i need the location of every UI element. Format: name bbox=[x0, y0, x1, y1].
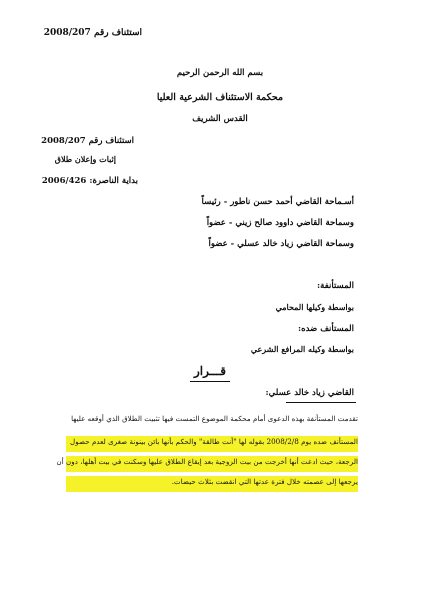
court-city: القدس الشريف bbox=[192, 114, 248, 124]
court-name: محكمة الاستئناف الشرعية العليا bbox=[156, 92, 284, 103]
case-appeal-line: استئناف رقم 2008/207 bbox=[41, 136, 134, 146]
basmala: بسم الله الرحمن الرحيم bbox=[176, 68, 264, 78]
judge-heading: القاضي زياد خالد عسلي: bbox=[265, 388, 354, 398]
body-line-3: الرجعة، حيث ادعت أنها أخرجت من بيت الزوجية بعد إيقاع الطلاق عليها وسكنت في بيت أهلها، دون أن bbox=[56, 457, 358, 466]
decision-title-underline bbox=[190, 381, 230, 382]
body-line-1: تقدمت المستأنفة بهذه الدعوى أمام محكمة الموضوع التمست فيها تثبيت الطلاق الذي أوقعه عليها bbox=[71, 414, 358, 423]
decision-title: قـــرار bbox=[193, 364, 227, 378]
appellant-representative: بواسطة وكيلها المحامي bbox=[275, 302, 354, 312]
body-line-4: يرجعها إلى عصمته خلال فترة عدتها التي انقضت بثلاث حيضات. bbox=[171, 477, 358, 486]
header-appeal-label: استئناف رقم bbox=[93, 28, 142, 38]
respondent-representative: بواسطة وكيله المرافع الشرعي bbox=[250, 344, 354, 354]
panel-judge-3: وسماحة القاضي زياد خالد عسلي - عضواً bbox=[208, 239, 354, 249]
respondent-label: المستأنف ضده: bbox=[298, 324, 354, 334]
header-appeal-number bbox=[44, 28, 142, 39]
judge-heading-underline bbox=[286, 402, 356, 403]
panel-judge-1: أسـماحة القاضي أحمد حسن ناطور - رئيساً bbox=[201, 197, 354, 207]
appellant-label: المستأنفة: bbox=[317, 281, 354, 291]
panel-judge-2: وسماحة القاضي داوود صالح زيني - عضواً bbox=[206, 218, 354, 228]
case-subject: إثبات وإعلان طلاق bbox=[54, 154, 116, 164]
body-line-2: المستأنف ضده يوم 2008/2/8 بقوله لها "أنت طالقة" والحكم بأنها بائن بينونة صغرى لعدم حصول bbox=[70, 437, 358, 446]
header-appeal-value: 2008/207 bbox=[43, 28, 91, 38]
case-origin: بداية الناصرة: 2006/426 bbox=[41, 176, 138, 186]
